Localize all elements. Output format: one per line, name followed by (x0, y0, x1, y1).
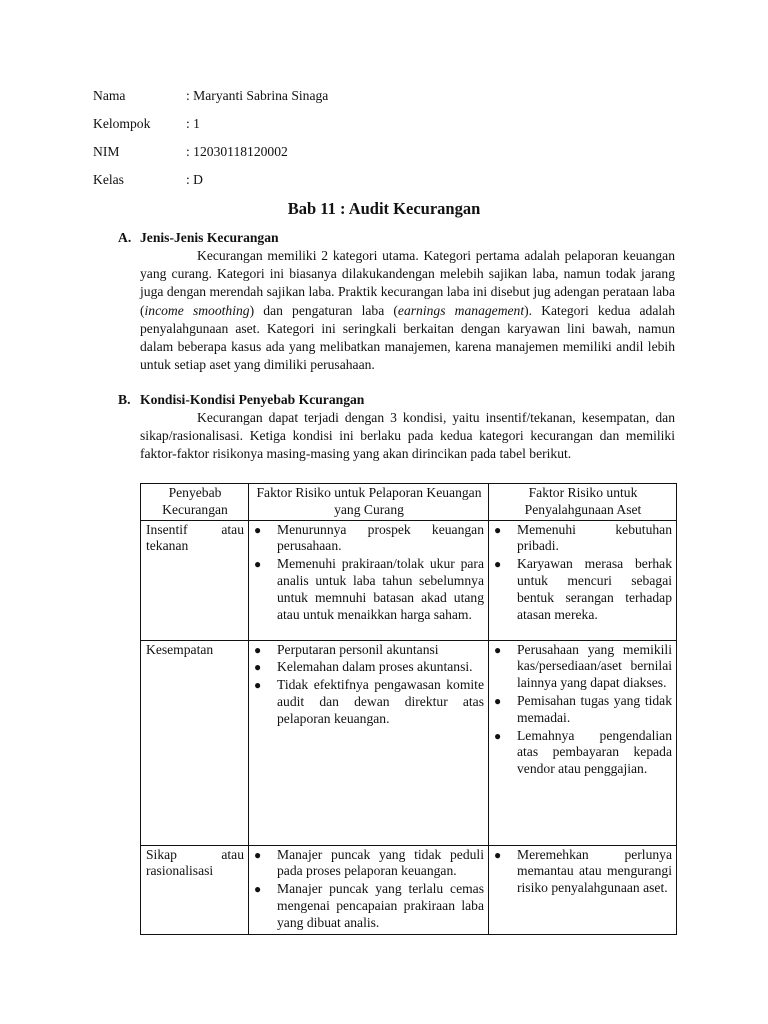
bullet-icon: ● (494, 557, 502, 572)
header-asset-risk: Faktor Risiko untuk Penyalahgunaan Aset (489, 484, 677, 521)
list-item-text: Memenuhi prakiraan/tolak ukur para analis untuk laba tahun sebelumnya untuk memnuhi batasan akad utang atau untuk menaikkan harga saham. (277, 556, 484, 622)
section-a-paragraph (140, 247, 675, 374)
bullet-icon: ● (494, 847, 502, 862)
list-item-text: Lemahnya pengendalian atas pembayaran kepada vendor atau penggajian. (517, 727, 672, 777)
bullet-list (494, 847, 672, 897)
list-item-text: Pemisahan tugas yang tidak memadai. (517, 692, 672, 725)
bullet-icon: ● (254, 642, 262, 657)
table-row (141, 845, 677, 934)
bullet-list (254, 642, 484, 728)
asset-risk-cell (489, 520, 677, 640)
table-header-row (141, 484, 677, 521)
bullet-icon: ● (254, 522, 262, 537)
list-item (254, 659, 484, 676)
list-item-text: Perusahaan yang memikili kas/persediaan/aset bernilai lainnya yang dapat diakses. (517, 641, 672, 691)
list-item (254, 677, 484, 727)
asset-risk-cell (489, 640, 677, 845)
table-row (141, 640, 677, 845)
info-label: Kelompok (93, 116, 151, 131)
fraud-risk-cell (249, 845, 489, 934)
header-cause: Penyebab Kecurangan (141, 484, 249, 521)
list-item-text: Meremehkan perlunya memantau atau mengurangi risiko penyalahgunaan aset. (517, 846, 672, 896)
info-value: : Maryanti Sabrina Sinaga (186, 88, 329, 103)
cause-cell: Sikap atau rasionalisasi (141, 845, 249, 934)
fraud-risk-cell (249, 640, 489, 845)
list-item (494, 522, 672, 556)
list-item (494, 728, 672, 778)
list-item (254, 556, 484, 623)
asset-risk-cell (489, 845, 677, 934)
list-item-text: Karyawan merasa berhak untuk mencuri sebagai bentuk serangan terhadap atasan mereka. (517, 556, 672, 622)
paragraph-text: Kecurangan memiliki 2 kategori utama. Kategori pertama adalah pelaporan keuangan yang curang. Kategori ini biasanya dilakukandengan melebih sajikan laba, namun todak jarang juga dengan merendah sajikan laba. Praktik kecurangan laba ini disebut jug adengan perataan laba ( (140, 248, 675, 318)
bullet-icon: ● (494, 522, 502, 537)
info-label: Kelas (93, 172, 124, 187)
bullet-list (494, 642, 672, 778)
bullet-list (254, 847, 484, 932)
list-item (254, 881, 484, 931)
section-heading-b (118, 391, 364, 409)
section-b-paragraph: Kecurangan dapat terjadi dengan 3 kondisi, yaitu insentif/tekanan, kesempatan, dan sikap/rasionalisasi. Ketiga kondisi ini berlaku pada kedua kategori kecurangan dan memiliki faktor-faktor risikonya masing-masing yang akan dirincikan pada tabel berikut. (140, 410, 675, 462)
bullet-icon: ● (494, 728, 502, 743)
info-value: : 1 (186, 116, 200, 131)
bullet-list (494, 522, 672, 624)
header-fraud-risk: Faktor Risiko untuk Pelaporan Keuangan yang Curang (249, 484, 489, 521)
section-title: Kondisi-Kondisi Penyebab Kcurangan (140, 392, 365, 407)
list-item (494, 847, 672, 897)
list-item-text: Kelemahan dalam proses akuntansi. (277, 659, 473, 675)
bullet-list (254, 522, 484, 624)
section-heading-a (118, 229, 279, 247)
list-item-text: Memenuhi kebutuhan pribadi. (517, 521, 672, 554)
list-item-text: Menurunnya prospek keuangan perusahaan. (277, 521, 484, 554)
section-letter: B. (118, 392, 131, 407)
document-title: Bab 11 : Audit Kecurangan (287, 199, 481, 218)
risk-factor-table (140, 483, 677, 935)
italic-term: income smoothing (144, 302, 250, 318)
list-item (494, 693, 672, 727)
section-title: Jenis-Jenis Kecurangan (140, 230, 279, 245)
bullet-icon: ● (254, 557, 262, 572)
list-item (254, 847, 484, 881)
bullet-icon: ● (254, 678, 262, 693)
italic-term: earnings management (397, 302, 525, 318)
list-item (254, 642, 484, 659)
bullet-icon: ● (494, 642, 502, 657)
list-item (494, 556, 672, 623)
paragraph-text: ). Kategori kedua adalah penyalahgunaan aset. Kategori ini seringkali berkaitan dengan karyawan lini bawah, namun dalam beberapa kasus ada yang melibatkan manajemen, karena manajemen memiliki andil lebih untuk setiap aset yang dimiliki perusahaan. (140, 302, 675, 373)
bullet-icon: ● (254, 847, 262, 862)
section-letter: A. (118, 230, 132, 245)
cause-cell: Insentif atau tekanan (141, 520, 249, 640)
info-value: : 12030118120002 (186, 144, 288, 159)
fraud-risk-cell (249, 520, 489, 640)
table-row (141, 520, 677, 640)
bullet-icon: ● (254, 882, 262, 897)
bullet-icon: ● (494, 693, 502, 708)
info-label: Nama (93, 88, 126, 103)
paragraph-text: ) dan pengaturan laba ( (249, 302, 398, 318)
list-item (494, 642, 672, 692)
cause-cell: Kesempatan (141, 640, 249, 845)
info-value: : D (186, 172, 203, 187)
bullet-icon: ● (254, 660, 262, 675)
list-item-text: Manajer puncak yang terlalu cemas mengenai pencapaian prakiraan laba yang dibuat analis. (277, 881, 484, 930)
list-item-text: Perputaran personil akuntansi (277, 641, 439, 657)
list-item-text: Tidak efektifnya pengawasan komite audit dan dewan direktur atas pelaporan keuangan. (277, 677, 484, 726)
list-item (254, 522, 484, 556)
info-label: NIM (93, 144, 120, 159)
list-item-text: Manajer puncak yang tidak peduli pada proses pelaporan keuangan. (277, 846, 484, 879)
